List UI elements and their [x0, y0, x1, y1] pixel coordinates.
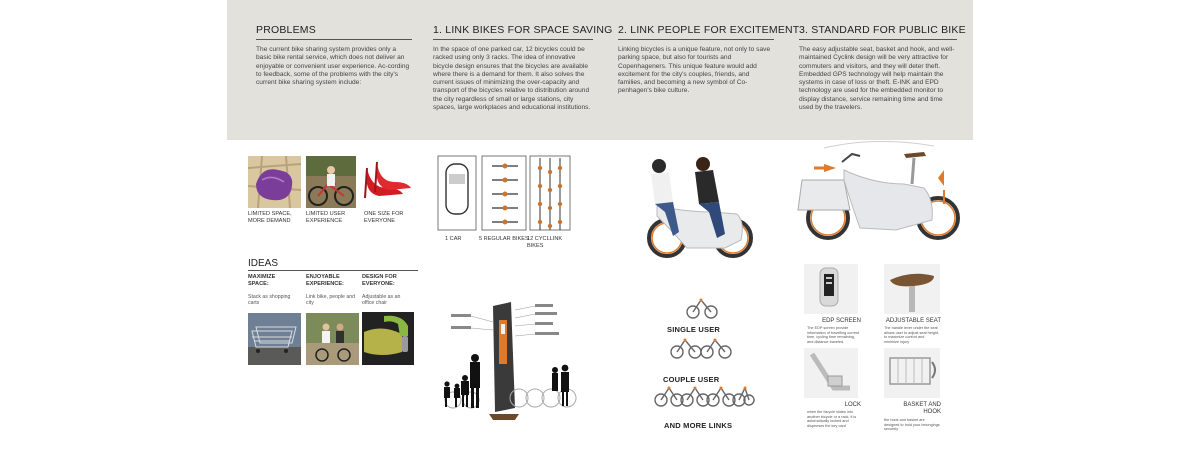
section-title: 2. LINK PEOPLE FOR EXCITEMENT: [618, 24, 774, 40]
link-mode-label: SINGLE USER: [667, 325, 721, 334]
basket-hook-image: [884, 348, 940, 398]
space-label: 1 CAR: [445, 236, 462, 242]
docking-station-illustration: [423, 296, 583, 424]
idea-heading: ENJOYABLE EXPERIENCE:: [306, 274, 344, 287]
feature-title: LOCK: [844, 402, 861, 408]
space-label: 12 CYCLLINK BIKES: [527, 236, 563, 249]
section-title: 3. STANDARD FOR PUBLIC BIKE: [799, 24, 957, 40]
feature-title: ADJUSTABLE SEAT: [885, 318, 941, 324]
feature-desc: the hook and basket are designed to hold your belongings securely: [884, 418, 940, 432]
section-body: Linking bicycles is a unique feature, not only to save parking space, but also for tourists and Copenhageners. This unique feature would add excitement for the city's couples, friends, and families, and becoming a new symbol of Co-penhagen's bike culture.: [618, 46, 771, 95]
feature-title: BASKET AND HOOK: [903, 402, 941, 415]
section-problems: [256, 24, 412, 87]
feature-title: EDP SCREEN: [822, 318, 861, 324]
people-cycling-image: [306, 313, 359, 365]
section-body: The easy adjustable seat, basket and hook, and well-maintained Cyclink design will be very attractive for commuters and visitors, and they will deter theft. Embedded GPS technology will help maintain the systems in case of loss or theft. E-INK and EPD technology are used for the embedded monitor to display distance, service remaining time and time used by the travelers.: [799, 46, 955, 112]
section-title: 1. LINK BIKES FOR SPACE SAVING: [433, 24, 593, 40]
feature-desc: when the bicycle slides into another bicycle or a rack, it is automatically locked and dispenses the key card: [807, 410, 857, 428]
idea-desc: Stack as shopping carts: [248, 294, 291, 307]
problem-label: LIMITED USER EXPERIENCE: [306, 211, 346, 224]
presentation-sheet: [227, 0, 973, 450]
idea-heading: DESIGN FOR EVERYONE:: [362, 274, 397, 287]
problem-label: LIMITED SPACE, MORE DEMAND: [248, 211, 292, 224]
public-bike-render: [784, 140, 970, 250]
link-modes-illustration: [651, 290, 755, 420]
link-mode-label: AND MORE LINKS: [664, 421, 733, 430]
section-link-bikes: [433, 24, 613, 112]
section-body: In the space of one parked car, 12 bicycles could be racked using only 3 racks. The idea of innovative bicycle design ensures that the bicycles are available where there is a demand for them. It also solves the current issues of minimizing the over-capacity and transport of the bicycles relative to distribution around the city regardless of small or large stations, city spaces, large workplaces and educational institutions.: [433, 46, 591, 112]
feature-desc: The handle lever under the seat allows user to adjust seat height, to maximize confort and minimize injury: [884, 326, 940, 344]
section-link-people: [618, 24, 800, 96]
section-standard: [799, 24, 966, 112]
map-image: [248, 156, 301, 208]
space-label: 5 REGULAR BIKES: [479, 236, 529, 242]
feature-desc: The EDP screen provide information of travelling current time, cycling time remaining, and distance traveled.: [807, 326, 860, 344]
ideas-title: IDEAS: [248, 258, 418, 271]
red-shoes-image: [363, 158, 415, 202]
link-mode-label: COUPLE USER: [663, 375, 720, 384]
lock-image: [804, 348, 858, 398]
shopping-carts-image: [248, 313, 301, 365]
problem-label: ONE SIZE FOR EVERYONE: [364, 211, 404, 224]
office-chair-image: [362, 312, 414, 365]
adjustable-seat-image: [884, 264, 940, 314]
idea-desc: Adjustable as an office chair: [362, 294, 401, 307]
rental-bike-image: [306, 156, 356, 208]
idea-heading: MAXIMIZE SPACE:: [248, 274, 276, 287]
couple-riding-image: [617, 152, 757, 262]
idea-desc: Link bike, people and city: [306, 294, 356, 307]
edp-screen-image: [804, 264, 858, 314]
section-title: PROBLEMS: [256, 24, 412, 40]
section-body: The current bike sharing system provides only a basic bike rental service, which does not deliver an enjoyable or convenient user experience. Ac-cording to feedback, some of the problems with the city's current bike sharing system include:: [256, 46, 410, 87]
